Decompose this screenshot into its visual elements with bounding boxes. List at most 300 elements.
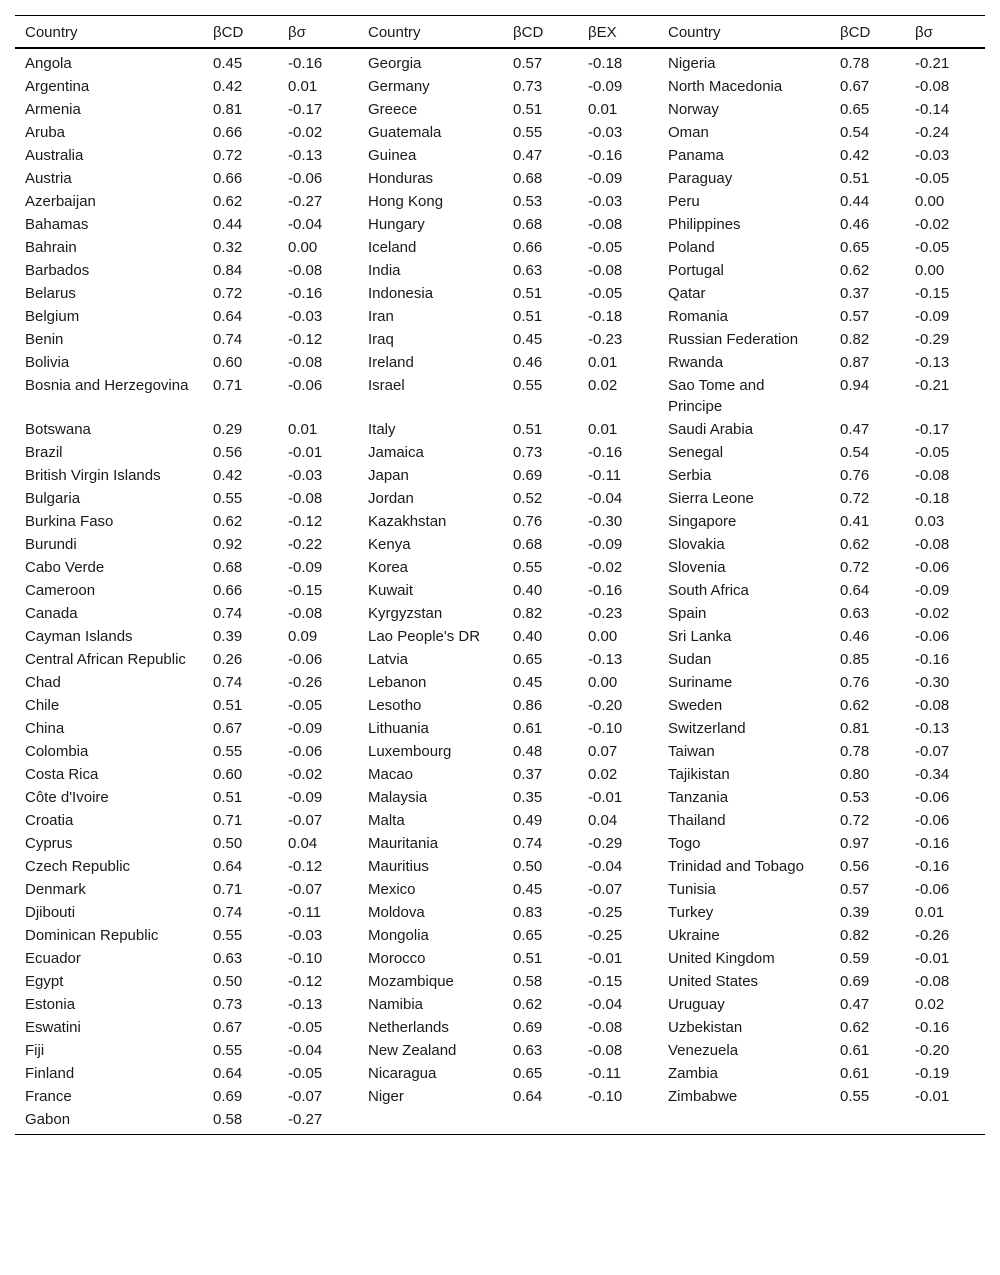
cell-country-1: Bahrain (25, 238, 77, 256)
table-row (15, 854, 985, 877)
cell-beta-ex: -0.25 (588, 926, 623, 944)
cell-country-1: Burundi (25, 535, 77, 553)
cell-beta-cd-1: 0.71 (213, 376, 243, 394)
cell-country-2: Nicaragua (368, 1064, 437, 1082)
cell-beta-cd-3: 0.87 (840, 353, 870, 371)
cell-beta-cd-2: 0.45 (513, 330, 543, 348)
table-row (15, 1038, 985, 1061)
cell-beta-cd-3: 0.62 (840, 696, 870, 714)
cell-country-1: Benin (25, 330, 64, 348)
cell-country-3: Rwanda (668, 353, 724, 371)
cell-beta-cd-1: 0.55 (213, 926, 243, 944)
cell-country-2: Jordan (368, 489, 414, 507)
cell-beta-cd-3: 0.47 (840, 995, 870, 1013)
cell-country-3: United States (668, 972, 759, 990)
cell-beta-ex: -0.07 (588, 880, 623, 898)
cell-beta-sigma-3: -0.06 (915, 811, 950, 829)
cell-country-3: Thailand (668, 811, 726, 829)
cell-beta-cd-2: 0.53 (513, 192, 543, 210)
cell-country-2: Kenya (368, 535, 411, 553)
cell-country-1: Czech Republic (25, 857, 131, 875)
cell-country-2: Niger (368, 1087, 404, 1105)
cell-beta-cd-3: 0.44 (840, 192, 870, 210)
cell-country-2: Lao People's DR (368, 627, 481, 645)
cell-beta-sigma-3: -0.14 (915, 100, 950, 118)
cell-beta-cd-1: 0.32 (213, 238, 243, 256)
cell-country-1: Barbados (25, 261, 90, 279)
cell-beta-cd-3: 0.82 (840, 926, 870, 944)
cell-beta-cd-2: 0.76 (513, 512, 543, 530)
table-row (15, 831, 985, 854)
cell-beta-ex: 0.04 (588, 811, 618, 829)
cell-country-1: Azerbaijan (25, 192, 96, 210)
cell-country-2: Guatemala (368, 123, 442, 141)
cell-beta-sigma-1: -0.03 (288, 926, 323, 944)
cell-beta-cd-1: 0.66 (213, 581, 243, 599)
cell-beta-sigma-1: -0.02 (288, 765, 323, 783)
cell-beta-sigma-1: -0.07 (288, 1087, 323, 1105)
cell-country-2: New Zealand (368, 1041, 457, 1059)
cell-beta-sigma-3: -0.05 (915, 443, 950, 461)
table-row (15, 281, 985, 304)
table-row (15, 373, 985, 417)
cell-beta-cd-2: 0.69 (513, 466, 543, 484)
cell-country-1: Dominican Republic (25, 926, 159, 944)
cell-beta-sigma-1: -0.26 (288, 673, 323, 691)
cell-beta-sigma-3: -0.08 (915, 972, 950, 990)
cell-beta-cd-3: 0.64 (840, 581, 870, 599)
cell-beta-cd-1: 0.72 (213, 146, 243, 164)
cell-beta-cd-3: 0.46 (840, 627, 870, 645)
cell-country-2: Korea (368, 558, 409, 576)
cell-country-1: Ecuador (25, 949, 81, 967)
cell-country-3: Nigeria (668, 54, 716, 72)
cell-country-2: Moldova (368, 903, 425, 921)
cell-country-1: Burkina Faso (25, 512, 114, 530)
cell-beta-sigma-3: -0.19 (915, 1064, 950, 1082)
cell-beta-cd-3: 0.54 (840, 123, 870, 141)
cell-beta-cd-1: 0.74 (213, 903, 243, 921)
cell-country-2: Malaysia (368, 788, 428, 806)
cell-beta-ex: -0.08 (588, 215, 623, 233)
cell-beta-cd-1: 0.69 (213, 1087, 243, 1105)
cell-country-3: Trinidad and Tobago (668, 857, 804, 875)
cell-beta-sigma-3: -0.01 (915, 1087, 950, 1105)
cell-country-2: Indonesia (368, 284, 434, 302)
cell-beta-sigma-3: -0.07 (915, 742, 950, 760)
cell-country-3: Tajikistan (668, 765, 730, 783)
cell-beta-ex: -0.09 (588, 535, 623, 553)
cell-country-1: Egypt (25, 972, 64, 990)
cell-country-3: Switzerland (668, 719, 746, 737)
cell-beta-sigma-1: -0.06 (288, 169, 323, 187)
cell-beta-sigma-3: -0.08 (915, 77, 950, 95)
cell-beta-ex: -0.03 (588, 123, 623, 141)
cell-country-1: Djibouti (25, 903, 76, 921)
cell-country-3: Turkey (668, 903, 714, 921)
cell-beta-cd-2: 0.51 (513, 949, 543, 967)
cell-beta-cd-3: 0.72 (840, 811, 870, 829)
cell-beta-sigma-3: 0.00 (915, 192, 945, 210)
cell-beta-cd-3: 0.81 (840, 719, 870, 737)
cell-country-1: Bosnia and Herzegovina (25, 376, 189, 394)
cell-country-3: Russian Federation (668, 330, 799, 348)
cell-beta-sigma-1: -0.02 (288, 123, 323, 141)
cell-country-1: Angola (25, 54, 72, 72)
cell-beta-cd-2 (503, 1107, 578, 1135)
header-beta-cd-1: βCD (203, 16, 278, 48)
cell-beta-cd-3: 0.41 (840, 512, 870, 530)
table-row (15, 350, 985, 373)
cell-beta-sigma-3: -0.21 (915, 54, 950, 72)
cell-beta-cd-2: 0.64 (513, 1087, 543, 1105)
cell-beta-cd-2: 0.55 (513, 376, 543, 394)
cell-beta-ex: -0.03 (588, 192, 623, 210)
cell-country-3: North Macedonia (668, 77, 783, 95)
cell-beta-sigma-1: -0.16 (288, 284, 323, 302)
cell-beta-sigma-1: -0.04 (288, 215, 323, 233)
cell-country-2: Iceland (368, 238, 417, 256)
cell-country-1: Brazil (25, 443, 63, 461)
table-row (15, 716, 985, 739)
cell-country-1: Cyprus (25, 834, 73, 852)
cell-beta-cd-3: 0.76 (840, 673, 870, 691)
cell-country-3: Uruguay (668, 995, 725, 1013)
cell-beta-sigma-3: -0.09 (915, 307, 950, 325)
cell-country-1: Chad (25, 673, 61, 691)
cell-beta-sigma-1: -0.05 (288, 1018, 323, 1036)
cell-beta-cd-3: 0.57 (840, 880, 870, 898)
cell-country-1: Argentina (25, 77, 90, 95)
cell-beta-cd-1: 0.72 (213, 284, 243, 302)
cell-beta-ex: -0.20 (588, 696, 623, 714)
cell-beta-cd-3: 0.63 (840, 604, 870, 622)
cell-country-1: Gabon (15, 1107, 203, 1135)
cell-country-2: Malta (368, 811, 405, 829)
cell-beta-cd-2: 0.73 (513, 77, 543, 95)
table-row (15, 509, 985, 532)
cell-beta-sigma-3: -0.02 (915, 604, 950, 622)
cell-beta-sigma-3: -0.18 (915, 489, 950, 507)
cell-beta-cd-2: 0.51 (513, 100, 543, 118)
cell-beta-cd-1: 0.60 (213, 765, 243, 783)
cell-beta-ex: 0.00 (588, 627, 618, 645)
cell-beta-cd-3: 0.80 (840, 765, 870, 783)
cell-country-2: Namibia (368, 995, 424, 1013)
cell-country-1: Cabo Verde (25, 558, 105, 576)
cell-beta-cd-2: 0.69 (513, 1018, 543, 1036)
cell-beta-cd-1: 0.84 (213, 261, 243, 279)
cell-country-2: Jamaica (368, 443, 424, 461)
cell-beta-sigma-1: -0.08 (288, 261, 323, 279)
cell-beta-ex: 0.01 (588, 353, 618, 371)
cell-beta-sigma-3: -0.16 (915, 834, 950, 852)
cell-country-1: Australia (25, 146, 84, 164)
cell-beta-cd-2: 0.65 (513, 926, 543, 944)
cell-beta-cd-2: 0.46 (513, 353, 543, 371)
cell-beta-cd-3: 0.53 (840, 788, 870, 806)
cell-beta-ex: -0.01 (588, 949, 623, 967)
cell-beta-sigma-3: -0.06 (915, 788, 950, 806)
cell-beta-cd-2: 0.45 (513, 673, 543, 691)
cell-country-3: Ukraine (668, 926, 720, 944)
cell-country-2: Iraq (368, 330, 394, 348)
table-row (15, 304, 985, 327)
cell-beta-cd-3: 0.55 (840, 1087, 870, 1105)
cell-country-1: Belarus (25, 284, 76, 302)
cell-beta-cd-2: 0.40 (513, 581, 543, 599)
cell-country-2: Italy (368, 420, 396, 438)
cell-beta-cd-1: 0.74 (213, 330, 243, 348)
cell-country-3: Venezuela (668, 1041, 739, 1059)
cell-beta-cd-2: 0.65 (513, 650, 543, 668)
cell-beta-sigma-3: -0.26 (915, 926, 950, 944)
cell-beta-ex: 0.00 (588, 673, 618, 691)
cell-beta-cd-1: 0.29 (213, 420, 243, 438)
cell-country-2: Guinea (368, 146, 417, 164)
cell-country-2: Georgia (368, 54, 422, 72)
cell-beta-sigma-3: -0.13 (915, 719, 950, 737)
cell-beta-cd-3: 0.46 (840, 215, 870, 233)
cell-country-1: Cayman Islands (25, 627, 133, 645)
table-row (15, 1107, 985, 1135)
table-row (15, 486, 985, 509)
cell-beta-sigma-1: -0.09 (288, 558, 323, 576)
cell-beta-cd-1: 0.66 (213, 123, 243, 141)
cell-beta-sigma-1: -0.08 (288, 489, 323, 507)
cell-beta-cd-3: 0.85 (840, 650, 870, 668)
cell-beta-sigma-3: -0.01 (915, 949, 950, 967)
cell-beta-cd-2: 0.68 (513, 535, 543, 553)
cell-beta-sigma-1: -0.27 (278, 1107, 358, 1135)
cell-beta-cd-2: 0.65 (513, 1064, 543, 1082)
cell-country-1: Austria (25, 169, 72, 187)
table-row (15, 97, 985, 120)
cell-country-1: Bolivia (25, 353, 70, 371)
cell-beta-ex: 0.07 (588, 742, 618, 760)
cell-beta-ex: 0.01 (588, 100, 618, 118)
cell-country-3: Slovakia (668, 535, 725, 553)
cell-beta-sigma-1: -0.27 (288, 192, 323, 210)
header-beta-sigma-3: βσ (905, 16, 985, 48)
table-row (15, 1061, 985, 1084)
cell-country-2: Iran (368, 307, 394, 325)
cell-country-3: Togo (668, 834, 701, 852)
cell-country-3: Romania (668, 307, 729, 325)
cell-country-3: Peru (668, 192, 700, 210)
cell-beta-cd-3: 0.94 (840, 376, 870, 394)
cell-country-2: Israel (368, 376, 405, 394)
cell-country-2: Ireland (368, 353, 414, 371)
cell-beta-cd-1: 0.64 (213, 857, 243, 875)
cell-beta-ex: -0.13 (588, 650, 623, 668)
cell-beta-sigma-3: -0.08 (915, 696, 950, 714)
cell-country-3: Norway (668, 100, 719, 118)
table-row (15, 212, 985, 235)
cell-beta-sigma-1: -0.10 (288, 949, 323, 967)
cell-beta-cd-1: 0.67 (213, 1018, 243, 1036)
cell-beta-sigma-3: -0.21 (915, 376, 950, 394)
cell-beta-sigma-3: -0.06 (915, 627, 950, 645)
cell-beta-cd-2: 0.73 (513, 443, 543, 461)
cell-beta-cd-2: 0.61 (513, 719, 543, 737)
table-row (15, 235, 985, 258)
cell-beta-cd-3: 0.62 (840, 1018, 870, 1036)
cell-beta-ex: -0.08 (588, 261, 623, 279)
cell-beta-cd-2: 0.66 (513, 238, 543, 256)
cell-beta-cd-3: 0.54 (840, 443, 870, 461)
table-row (15, 808, 985, 831)
cell-country-3: Portugal (668, 261, 724, 279)
cell-beta-cd-2: 0.68 (513, 169, 543, 187)
cell-country-1: China (25, 719, 65, 737)
cell-beta-sigma-1: -0.07 (288, 880, 323, 898)
cell-beta-cd-3: 0.76 (840, 466, 870, 484)
header-beta-cd-2: βCD (503, 16, 578, 48)
cell-country-2: Luxembourg (368, 742, 452, 760)
cell-country-3: Poland (668, 238, 715, 256)
cell-country-1: Canada (25, 604, 78, 622)
cell-country-1: Estonia (25, 995, 76, 1013)
cell-beta-sigma-3: 0.01 (915, 903, 945, 921)
cell-country-3: Oman (668, 123, 709, 141)
cell-beta-cd-2: 0.49 (513, 811, 543, 829)
cell-beta-cd-1: 0.56 (213, 443, 243, 461)
cell-country-2: Japan (368, 466, 409, 484)
cell-country-1: Bulgaria (25, 489, 81, 507)
cell-country-1: Finland (25, 1064, 75, 1082)
table-row (15, 189, 985, 212)
cell-beta-cd-3: 0.42 (840, 146, 870, 164)
cell-beta-sigma-1: -0.11 (288, 903, 322, 921)
cell-beta-ex: -0.08 (588, 1018, 623, 1036)
cell-country-1: Bahamas (25, 215, 89, 233)
cell-beta-ex: 0.02 (588, 765, 618, 783)
cell-country-3: Sao Tome and Principe (668, 376, 765, 415)
cell-country-3: Uzbekistan (668, 1018, 743, 1036)
cell-beta-cd-2: 0.68 (513, 215, 543, 233)
cell-country-2: India (368, 261, 401, 279)
cell-beta-sigma-1: -0.22 (288, 535, 323, 553)
cell-beta-cd-1: 0.68 (213, 558, 243, 576)
cell-beta-sigma-1: -0.09 (288, 719, 323, 737)
cell-country-1: Fiji (25, 1041, 45, 1059)
cell-beta-sigma-1: -0.03 (288, 307, 323, 325)
cell-beta-ex: -0.08 (588, 1041, 623, 1059)
cell-beta-sigma-3: -0.13 (915, 353, 950, 371)
cell-beta-cd-1: 0.81 (213, 100, 243, 118)
cell-beta-ex: -0.11 (588, 466, 622, 484)
cell-country-3: Singapore (668, 512, 737, 530)
table-row (15, 166, 985, 189)
cell-country-1: Central African Republic (25, 650, 186, 668)
table-row (15, 440, 985, 463)
cell-beta-cd-3: 0.39 (840, 903, 870, 921)
cell-beta-cd-2: 0.58 (513, 972, 543, 990)
cell-beta-cd-2: 0.55 (513, 558, 543, 576)
cell-beta-ex: -0.23 (588, 604, 623, 622)
cell-beta-sigma-1: -0.06 (288, 742, 323, 760)
cell-beta-cd-2: 0.50 (513, 857, 543, 875)
cell-beta-sigma-1: -0.12 (288, 512, 323, 530)
cell-country-2: Germany (368, 77, 430, 95)
cell-beta-sigma-3: -0.03 (915, 146, 950, 164)
cell-country-1: Denmark (25, 880, 86, 898)
cell-beta-sigma-1: -0.12 (288, 972, 323, 990)
cell-beta-cd-1: 0.50 (213, 834, 243, 852)
cell-beta-sigma-3: -0.16 (915, 1018, 950, 1036)
cell-beta-cd-2: 0.40 (513, 627, 543, 645)
cell-beta-ex: 0.02 (588, 376, 618, 394)
cell-beta-sigma-1: -0.03 (288, 466, 323, 484)
cell-beta-cd-2: 0.63 (513, 1041, 543, 1059)
cell-beta-sigma-1: -0.09 (288, 788, 323, 806)
cell-country-1: Colombia (25, 742, 89, 760)
cell-beta-cd-3: 0.57 (840, 307, 870, 325)
cell-country-2: Hong Kong (368, 192, 444, 210)
cell-country-2: Kuwait (368, 581, 414, 599)
cell-beta-cd-2: 0.55 (513, 123, 543, 141)
cell-country-1: Eswatini (25, 1018, 81, 1036)
cell-beta-sigma-3: -0.15 (915, 284, 950, 302)
cell-beta-cd-1: 0.74 (213, 673, 243, 691)
header-beta-cd-3: βCD (830, 16, 905, 48)
cell-beta-sigma-3: -0.06 (915, 558, 950, 576)
cell-beta-sigma-1: 0.04 (288, 834, 318, 852)
cell-country-1: France (25, 1087, 72, 1105)
cell-country-3: Serbia (668, 466, 712, 484)
cell-beta-cd-2: 0.63 (513, 261, 543, 279)
cell-beta-sigma-1: -0.12 (288, 330, 323, 348)
cell-country-2: Greece (368, 100, 418, 118)
cell-country-2: Lesotho (368, 696, 422, 714)
cell-country-3: Slovenia (668, 558, 726, 576)
cell-beta-cd-1: 0.39 (213, 627, 243, 645)
cell-country-3: South Africa (668, 581, 749, 599)
cell-beta-cd-2: 0.45 (513, 880, 543, 898)
cell-beta-ex: -0.29 (588, 834, 623, 852)
cell-country-1: Costa Rica (25, 765, 99, 783)
cell-beta-ex: -0.23 (588, 330, 623, 348)
cell-country-3: Tunisia (668, 880, 716, 898)
cell-beta-cd-2: 0.51 (513, 284, 543, 302)
table-row (15, 1015, 985, 1038)
cell-beta-sigma-3: -0.24 (915, 123, 950, 141)
cell-beta-sigma-1: 0.01 (288, 77, 318, 95)
table-row (15, 946, 985, 969)
cell-beta-sigma-3: 0.02 (915, 995, 945, 1013)
cell-beta-sigma-3: -0.20 (915, 1041, 950, 1059)
cell-country-2: Mexico (368, 880, 416, 898)
cell-beta-ex: -0.16 (588, 146, 623, 164)
cell-beta-sigma-3: -0.34 (915, 765, 950, 783)
cell-beta-cd-3: 0.82 (840, 330, 870, 348)
table-row (15, 48, 985, 74)
cell-beta-cd-2: 0.83 (513, 903, 543, 921)
cell-beta-ex (578, 1107, 658, 1135)
cell-beta-cd-2: 0.62 (513, 995, 543, 1013)
cell-beta-cd-3: 0.65 (840, 100, 870, 118)
table-row (15, 578, 985, 601)
cell-country-3: Spain (668, 604, 707, 622)
cell-beta-cd-1: 0.62 (213, 192, 243, 210)
cell-beta-ex: -0.05 (588, 238, 623, 256)
cell-beta-cd-2: 0.37 (513, 765, 543, 783)
cell-beta-cd-3: 0.59 (840, 949, 870, 967)
cell-beta-cd-3: 0.69 (840, 972, 870, 990)
table-row (15, 120, 985, 143)
table-row (15, 624, 985, 647)
